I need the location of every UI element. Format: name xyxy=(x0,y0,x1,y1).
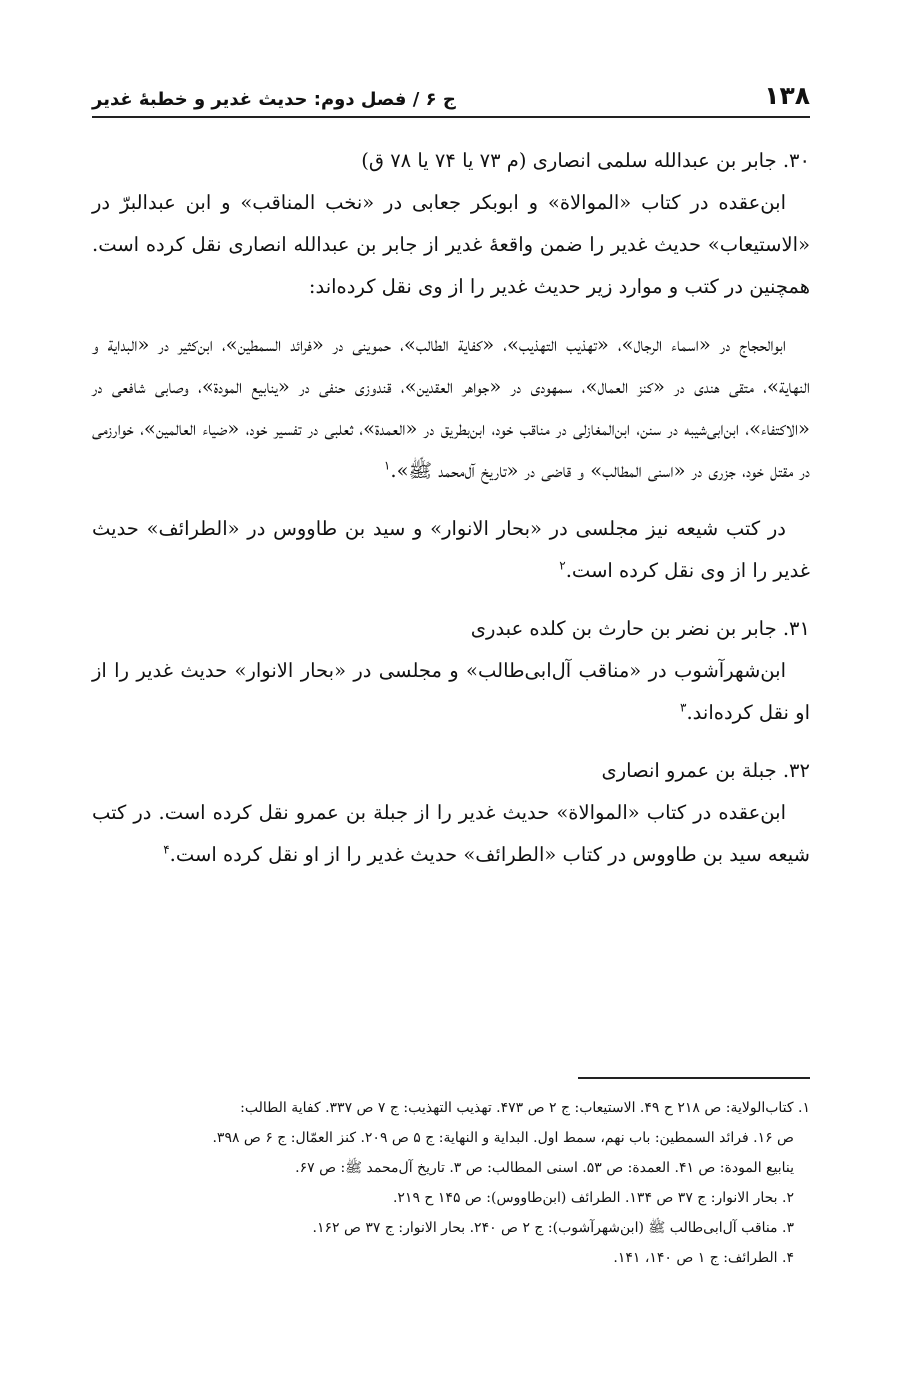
footnote-marker[interactable]: ۲ xyxy=(559,558,566,573)
book-page xyxy=(92,0,810,1390)
footnote-item: ۲. بحار الانوار: ج ۳۷ ص ۱۳۴. الطرائف (ابن‌طاووس): ص ۱۴۵ ح ۲۱۹. xyxy=(392,1190,794,1206)
paragraph: ابن‌شهرآشوب در «مناقب آل‌ابی‌طالب» و مجلسی در «بحار الانوار» حدیث غدیر را از او نقل کرده‌اند.$^۳$ xyxy=(92,659,810,724)
section-heading: ۳۱. جابر بن نضر بن حارث بن کلده عبدری xyxy=(470,617,810,640)
section-30 xyxy=(92,140,810,308)
section-heading: ۳۰. جابر بن عبدالله سلمی انصاری (م ۷۳ یا ۷۴ یا ۷۸ ق) xyxy=(361,149,810,172)
page-number: ۱۳۸ xyxy=(764,81,810,110)
running-title: ج ۶ / فصل دوم: حدیث غدیر و خطبهٔ غدیر xyxy=(92,89,456,110)
section-heading: ۳۲. جبلة بن عمرو انصاری xyxy=(601,759,810,782)
section-31 xyxy=(92,608,810,734)
footnote-item: ۴. الطرائف: ج ۱ ص ۱۴۰، ۱۴۱. xyxy=(613,1250,794,1266)
footnote-marker[interactable]: ۱ xyxy=(383,458,391,473)
paragraph: ابن‌عقده در کتاب «الموالاة» و ابوبکر جعابی در «نخب المناقب» و ابن عبدالبرّ در «الاستیعاب» حدیث غدیر را ضمن واقعهٔ غدیر از جابر بن عبدالله انصاری نقل کرده است. همچنین در کتب و موارد زیر حدیث غدیر را از وی نقل کرده‌اند: xyxy=(92,191,810,298)
paragraph: ابوالحجاج در «اسماء الرجال»، «تهذیب التهذیب»، «کفایة الطالب»، حموینی در «فرائد السمطین»، ابن‌کثیر در «البدایة و النهایة»، متقی هندی در «کنز العمال»، سمهودی در «جواهر العقدین»، قندوزی حنفی در «ینابیع المودة»، وصابی شافعی در «الاکتفاء»، ابن‌ابی‌شیبه در سنن، ابن‌المغازلی در مناقب خود، ابن‌بطریق در «العمدة»، ثعلبی در تفسیر خود، «ضیاء العالمین»، خوارزمی در مقتل خود، جزری در «اسنی المطالب» و قاضی در «تاریخ آل‌محمد ﷺ».$^۱$ xyxy=(92,333,810,482)
section-30-sources xyxy=(92,324,810,492)
section-30-shia xyxy=(92,508,810,592)
footnote-marker[interactable]: ۳ xyxy=(680,700,687,715)
footnote-item: ۱. کتاب‌الولایة: ص ۲۱۸ ح ۴۹. الاستیعاب: ج ۲ ص ۴۷۳. تهذیب التهذیب: ج ۷ ص ۳۳۷. کفایة الطالب: ص ۱۶. فرائد السمطین: باب نهم، سمط اول. البدایة و النهایة: ج ۵ ص ۲۰۹. کنز العمّال: ج ۶ ص ۳۹۸. ینابیع المودة: ص ۴۱. العمدة: ص ۵۳. اسنی المطالب: ص ۳. تاریخ آل‌محمد ﷺ: ص ۶۷. xyxy=(212,1100,810,1176)
paragraph: ابن‌عقده در کتاب «الموالاة» حدیث غدیر را از جبلة بن عمرو نقل کرده است. در کتب شیعه سید بن طاووس در کتاب «الطرائف» حدیث غدیر را از او نقل کرده است.$^۴$ xyxy=(92,801,810,866)
page-header xyxy=(92,70,810,110)
footnote-marker[interactable]: ۴ xyxy=(163,842,170,857)
paragraph: در کتب شیعه نیز مجلسی در «بحار الانوار» و سید بن طاووس در «الطرائف» حدیث غدیر را از وی نقل کرده است.$^۲$ xyxy=(92,517,810,582)
main-text xyxy=(92,140,810,892)
footnote-item: ۳. مناقب آل‌ابی‌طالب ﷺ (ابن‌شهرآشوب): ج ۲ ص ۲۴۰. بحار الانوار: ج ۳۷ ص ۱۶۲. xyxy=(312,1220,794,1236)
section-32 xyxy=(92,750,810,876)
footnote-rule xyxy=(578,1077,810,1079)
footnotes xyxy=(92,1093,810,1273)
header-rule xyxy=(92,116,810,118)
